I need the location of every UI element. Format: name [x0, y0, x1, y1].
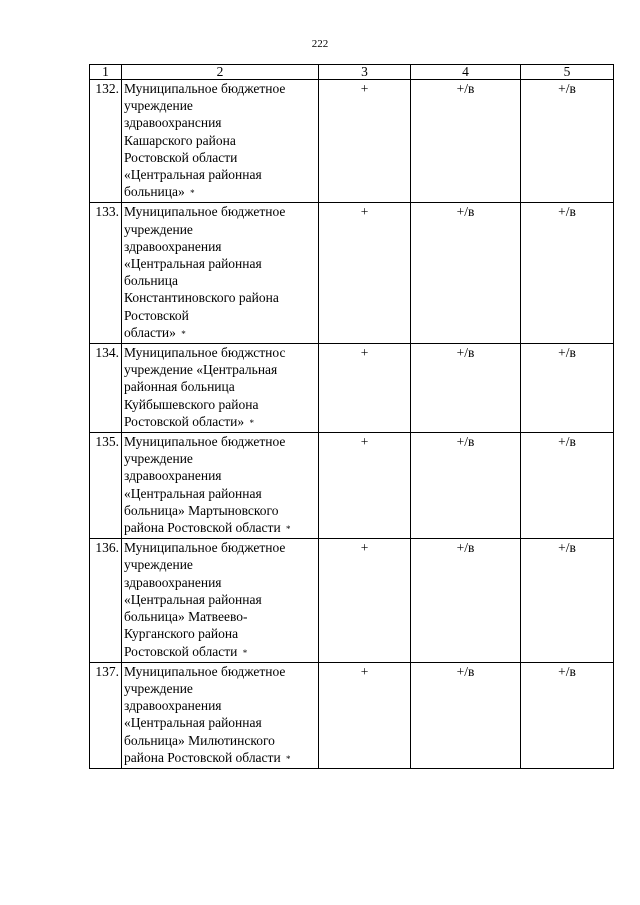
institution-name-text: больница: [124, 273, 178, 289]
institution-name-text: Ростовской области»: [124, 413, 245, 429]
institution-name-text: Муниципальное бюджстнос: [124, 345, 286, 361]
institution-name-line: [124, 80, 316, 97]
institution-name: [122, 662, 319, 768]
column-header-3: 3: [319, 65, 411, 80]
institution-name: [122, 344, 319, 433]
institution-name-line: [124, 643, 316, 662]
column-4-value: +/в: [411, 662, 521, 768]
institution-name-text: Кашарского района: [124, 132, 236, 148]
institution-name-text: Муниципальное бюджетное: [124, 204, 286, 220]
institution-name-text: учреждение: [124, 221, 193, 237]
institution-name-text: Курганского района: [124, 626, 239, 642]
institution-name-line: [124, 697, 316, 714]
column-3-value: +: [319, 344, 411, 433]
footnote-mark: *: [286, 753, 291, 764]
table-header-row: [90, 65, 614, 80]
institution-name-line: [124, 378, 316, 395]
institution-name-text: Муниципальное бюджетное: [124, 663, 286, 679]
column-4-value: +/в: [411, 80, 521, 203]
institution-name-line: [124, 272, 316, 289]
column-5-value: +/в: [521, 433, 614, 539]
institution-name-text: «Центральная районная: [124, 256, 262, 272]
institution-name-text: области»: [124, 324, 176, 340]
column-3-value: +: [319, 80, 411, 203]
institution-name-line: [124, 238, 316, 255]
institution-name: [122, 203, 319, 344]
institution-name-text: «Центральная районная: [124, 591, 262, 607]
institution-name-line: [124, 502, 316, 519]
column-5-value: +/в: [521, 539, 614, 662]
institution-name-line: [124, 97, 316, 114]
column-3-value: +: [319, 539, 411, 662]
institution-name-text: Ростовской: [124, 307, 189, 323]
document-table: [89, 64, 614, 769]
column-3-value: +: [319, 203, 411, 344]
institution-name-line: [124, 714, 316, 731]
institution-name-line: [124, 467, 316, 484]
institution-name: [122, 80, 319, 203]
column-header-5: 5: [521, 65, 614, 80]
table-row: [90, 203, 614, 344]
institution-name-text: учреждение: [124, 557, 193, 573]
institution-name-line: [124, 324, 316, 343]
row-number: 134.: [90, 344, 122, 433]
institution-name-text: районная больница: [124, 379, 235, 395]
institution-name-line: [124, 485, 316, 502]
row-number: 136.: [90, 539, 122, 662]
institution-name-text: здравоохранения: [124, 698, 222, 714]
institution-name-line: [124, 539, 316, 556]
column-3-value: +: [319, 433, 411, 539]
table-row: [90, 433, 614, 539]
institution-name-line: [124, 221, 316, 238]
institution-name-text: здравоохранения: [124, 468, 222, 484]
institution-name-line: [124, 433, 316, 450]
institution-name-text: Муниципальное бюджетное: [124, 434, 286, 450]
institution-name-text: «Центральная районная: [124, 167, 262, 183]
column-4-value: +/в: [411, 344, 521, 433]
institution-name-line: [124, 183, 316, 202]
institution-name-text: учреждение: [124, 680, 193, 696]
footnote-mark: *: [190, 188, 195, 199]
row-number: 137.: [90, 662, 122, 768]
institution-name-line: [124, 114, 316, 131]
institution-name-text: Константиновского района: [124, 290, 279, 306]
institution-name-line: [124, 680, 316, 697]
institution-name-text: Ростовской области: [124, 643, 238, 659]
institution-name-line: [124, 556, 316, 573]
institution-name-line: [124, 574, 316, 591]
institution-name-line: [124, 307, 316, 324]
institution-name-text: «Центральная районная: [124, 485, 262, 501]
column-4-value: +/в: [411, 433, 521, 539]
institution-name-line: [124, 289, 316, 306]
institution-name-line: [124, 732, 316, 749]
institution-name-text: Куйбышевского района: [124, 396, 259, 412]
institution-name-text: учреждение «Центральная: [124, 362, 278, 378]
institution-name-text: больница» Милютинского: [124, 732, 275, 748]
institution-name-line: [124, 344, 316, 361]
institution-name: [122, 539, 319, 662]
footnote-mark: *: [249, 417, 254, 428]
institution-name-text: района Ростовской области: [124, 749, 281, 765]
institution-name-text: здравоохрансния: [124, 115, 222, 131]
institution-name-line: [124, 413, 316, 432]
institution-name-line: [124, 625, 316, 642]
institution-name-text: «Центральная районная: [124, 715, 262, 731]
table-body: [90, 80, 614, 769]
institution-name-text: района Ростовской области: [124, 520, 281, 536]
institution-name-line: [124, 663, 316, 680]
row-number: 135.: [90, 433, 122, 539]
institution-name-line: [124, 396, 316, 413]
column-header-4: 4: [411, 65, 521, 80]
column-4-value: +/в: [411, 203, 521, 344]
institution-name-text: учреждение: [124, 98, 193, 114]
page-number: 222: [311, 38, 329, 50]
institution-name-line: [124, 519, 316, 538]
table-row: [90, 539, 614, 662]
institution-name-line: [124, 749, 316, 768]
row-number: 133.: [90, 203, 122, 344]
institution-name-line: [124, 203, 316, 220]
institution-name-text: Муниципальное бюджетное: [124, 540, 286, 556]
table-row: [90, 80, 614, 203]
institution-name-text: здравоохранения: [124, 238, 222, 254]
footnote-mark: *: [181, 328, 186, 339]
institution-name-text: больница» Матвеево-: [124, 609, 248, 625]
institution-name-line: [124, 255, 316, 272]
column-header-1: 1: [90, 65, 122, 80]
institution-name: [122, 433, 319, 539]
table-row: [90, 344, 614, 433]
institution-name-text: больница» Мартыновского: [124, 502, 279, 518]
column-5-value: +/в: [521, 662, 614, 768]
institution-name-line: [124, 149, 316, 166]
column-4-value: +/в: [411, 539, 521, 662]
column-5-value: +/в: [521, 203, 614, 344]
institution-name-line: [124, 132, 316, 149]
institution-name-line: [124, 608, 316, 625]
institution-name-text: здравоохранения: [124, 574, 222, 590]
institution-name-text: учреждение: [124, 451, 193, 467]
footnote-mark: *: [242, 647, 248, 658]
footnote-mark: *: [286, 524, 291, 535]
institution-name-line: [124, 361, 316, 378]
row-number: 132.: [90, 80, 122, 203]
institution-name-text: больница»: [124, 184, 185, 200]
institution-name-line: [124, 450, 316, 467]
institution-name-text: Муниципальное бюджетное: [124, 81, 286, 96]
table-row: [90, 662, 614, 768]
column-5-value: +/в: [521, 80, 614, 203]
column-header-2: 2: [122, 65, 319, 80]
institution-name-line: [124, 591, 316, 608]
institution-name-text: Ростовской области: [124, 149, 238, 165]
column-3-value: +: [319, 662, 411, 768]
institution-name-line: [124, 166, 316, 183]
column-5-value: +/в: [521, 344, 614, 433]
